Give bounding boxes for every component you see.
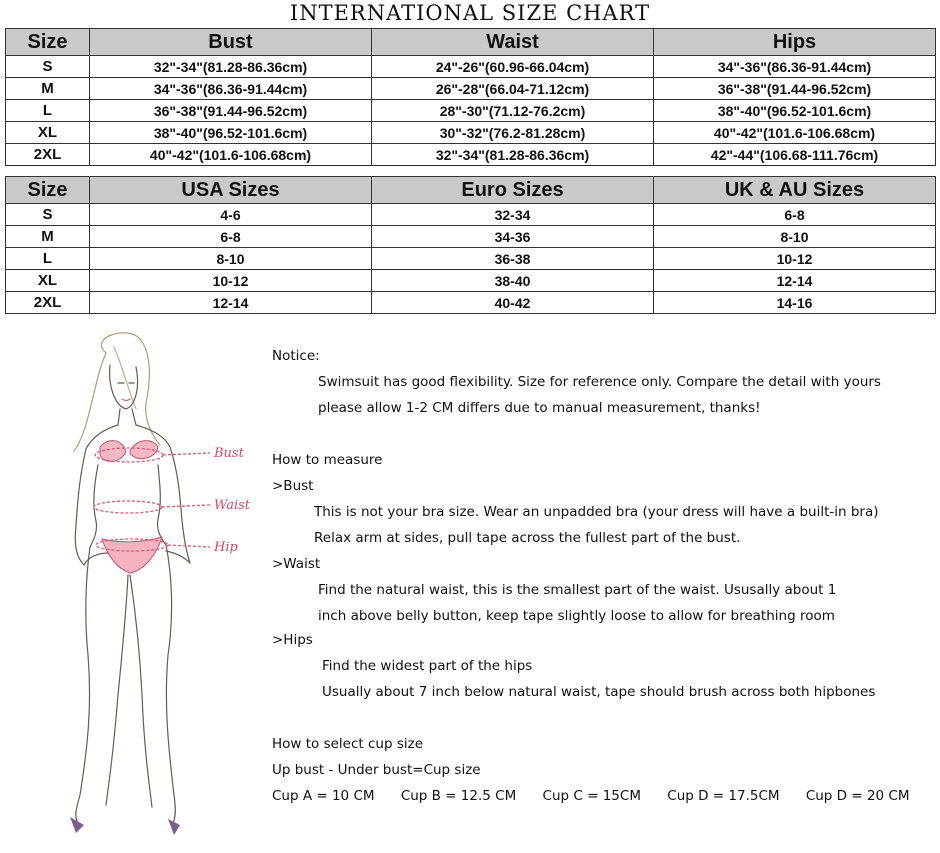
header-waist: Waist <box>372 29 654 56</box>
header-uk-au: UK & AU Sizes <box>654 177 936 204</box>
waist-label: Waist <box>214 498 251 513</box>
size-cell: XL <box>6 270 90 292</box>
bust-heading: >Bust <box>272 478 314 494</box>
uk-au-cell: 8-10 <box>654 226 936 248</box>
euro-cell: 34-36 <box>372 226 654 248</box>
table-row <box>6 270 936 292</box>
waist-cell: 26"-28"(66.04-71.12cm) <box>372 78 654 100</box>
bust-instruction: This is not your bra size. Wear an unpadded bra (your dress will have a built-in bra) <box>314 504 879 520</box>
euro-cell: 36-38 <box>372 248 654 270</box>
euro-cell: 32-34 <box>372 204 654 226</box>
euro-cell: 40-42 <box>372 292 654 314</box>
hips-cell: 40"-42"(101.6-106.68cm) <box>654 122 936 144</box>
hips-cell: 38"-40"(96.52-101.6cm) <box>654 100 936 122</box>
figure-drawing <box>18 325 258 835</box>
table-row <box>6 204 936 226</box>
euro-cell: 38-40 <box>372 270 654 292</box>
size-cell: XL <box>6 122 90 144</box>
waist-cell: 24"-26"(60.96-66.04cm) <box>372 56 654 78</box>
hips-instruction: Find the widest part of the hips <box>322 658 533 674</box>
bust-label: Bust <box>214 446 244 461</box>
size-cell: L <box>6 248 90 270</box>
cup-size-item: Cup C = 15CM <box>542 788 641 804</box>
hips-instruction: Usually about 7 inch below natural waist, tape should brush across both hipbones <box>322 684 876 700</box>
waist-instruction: inch above belly button, keep tape slightly loose to allow for breathing room <box>318 608 835 624</box>
table-row <box>6 56 936 78</box>
waist-cell: 30"-32"(76.2-81.28cm) <box>372 122 654 144</box>
size-conversion-table <box>5 176 936 314</box>
uk-au-cell: 6-8 <box>654 204 936 226</box>
notice-heading: Notice: <box>272 348 320 364</box>
table-header-row <box>6 29 936 56</box>
usa-cell: 8-10 <box>90 248 372 270</box>
table-row <box>6 78 936 100</box>
uk-au-cell: 10-12 <box>654 248 936 270</box>
header-hips: Hips <box>654 29 936 56</box>
waist-cell: 32"-34"(81.28-86.36cm) <box>372 144 654 166</box>
bust-instruction: Relax arm at sides, pull tape across the fullest part of the bust. <box>314 530 741 546</box>
usa-cell: 6-8 <box>90 226 372 248</box>
usa-cell: 10-12 <box>90 270 372 292</box>
uk-au-cell: 12-14 <box>654 270 936 292</box>
table-row <box>6 122 936 144</box>
size-cell: S <box>6 56 90 78</box>
cup-size-heading: How to select cup size <box>272 736 424 752</box>
header-bust: Bust <box>90 29 372 56</box>
size-cell: M <box>6 78 90 100</box>
table-row <box>6 100 936 122</box>
waist-instruction: Find the natural waist, this is the smallest part of the waist. Ususally about 1 <box>318 582 837 598</box>
chart-title: INTERNATIONAL SIZE CHART <box>289 1 651 25</box>
bust-cell: 38"-40"(96.52-101.6cm) <box>90 122 372 144</box>
usa-cell: 4-6 <box>90 204 372 226</box>
bust-cell: 32"-34"(81.28-86.36cm) <box>90 56 372 78</box>
measurement-figure-illustration <box>18 325 258 835</box>
size-cell: S <box>6 204 90 226</box>
cup-size-item: Cup A = 10 CM <box>272 788 375 804</box>
notice-line: Swimsuit has good flexibility. Size for reference only. Compare the detail with yours <box>318 374 881 390</box>
hip-label: Hip <box>214 540 238 555</box>
bust-cell: 40"-42"(101.6-106.68cm) <box>90 144 372 166</box>
size-cell: L <box>6 100 90 122</box>
uk-au-cell: 14-16 <box>654 292 936 314</box>
cup-size-formula: Up bust - Under bust=Cup size <box>272 762 481 778</box>
waist-cell: 28"-30"(71.12-76.2cm) <box>372 100 654 122</box>
cup-size-list <box>272 788 932 804</box>
table-row <box>6 226 936 248</box>
usa-cell: 12-14 <box>90 292 372 314</box>
notice-line: please allow 1-2 CM differs due to manual measurement, thanks! <box>318 400 761 416</box>
size-cell: M <box>6 226 90 248</box>
table-row <box>6 248 936 270</box>
size-cell: 2XL <box>6 144 90 166</box>
cup-size-item: Cup B = 12.5 CM <box>400 788 517 804</box>
table-row <box>6 144 936 166</box>
cup-size-item: Cup D = 17.5CM <box>667 788 780 804</box>
size-cell: 2XL <box>6 292 90 314</box>
how-to-measure-heading: How to measure <box>272 452 383 468</box>
header-usa: USA Sizes <box>90 177 372 204</box>
waist-heading: >Waist <box>272 556 321 572</box>
table-header-row <box>6 177 936 204</box>
table-row <box>6 292 936 314</box>
bust-cell: 36"-38"(91.44-96.52cm) <box>90 100 372 122</box>
hips-cell: 34"-36"(86.36-91.44cm) <box>654 56 936 78</box>
hips-cell: 36"-38"(91.44-96.52cm) <box>654 78 936 100</box>
cup-size-item: Cup D = 20 CM <box>805 788 910 804</box>
header-euro: Euro Sizes <box>372 177 654 204</box>
bust-cell: 34"-36"(86.36-91.44cm) <box>90 78 372 100</box>
header-size: Size <box>6 177 90 204</box>
measurement-table <box>5 28 936 166</box>
header-size: Size <box>6 29 90 56</box>
hips-cell: 42"-44"(106.68-111.76cm) <box>654 144 936 166</box>
hips-heading: >Hips <box>272 632 313 648</box>
